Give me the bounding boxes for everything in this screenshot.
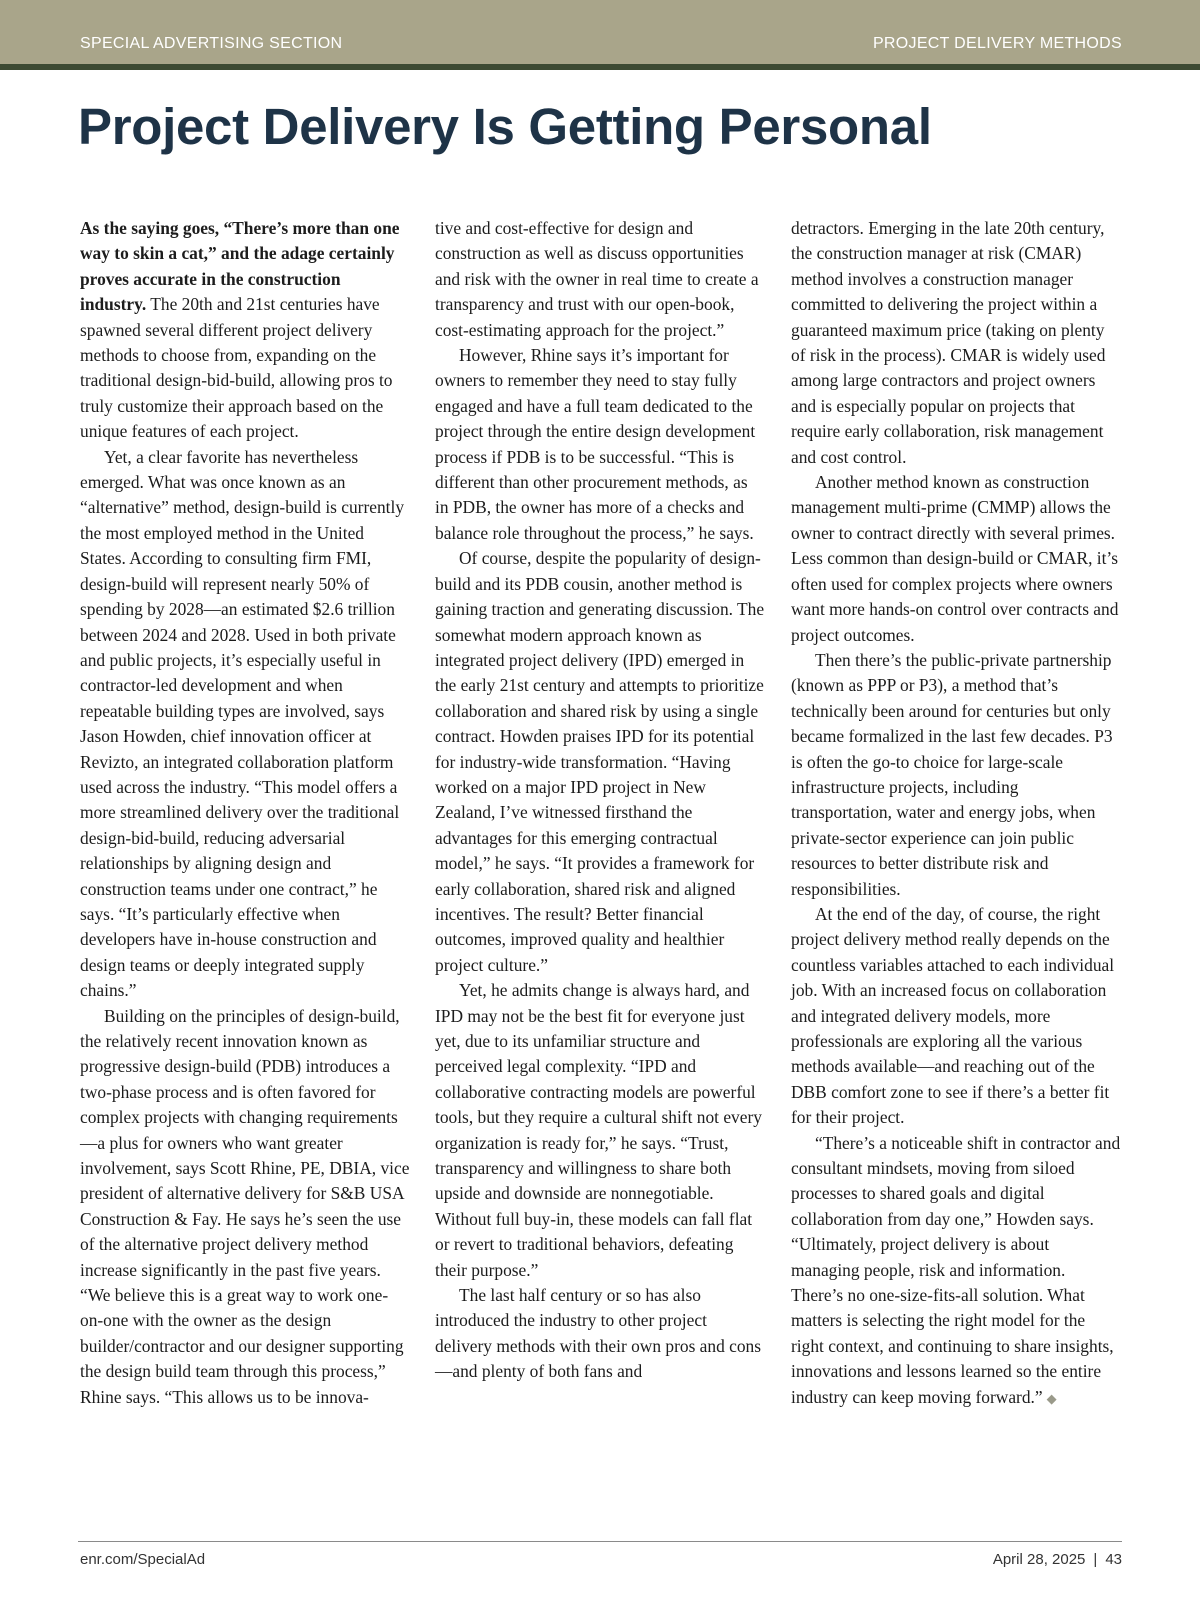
issue-date: April 28, 2025 (992, 1551, 1086, 1568)
section-label: SPECIAL ADVERTISING SECTION (80, 35, 343, 52)
footer-url: enr.com/SpecialAd (80, 1551, 206, 1568)
footer-separator: | (1093, 1551, 1098, 1568)
closing-text: “There’s a noticeable shift in contractor and consultant mindsets, moving from siloed processes to shared goals and digital collaboration from day one,” Howden says. “Ultimately, project delivery is about managing people, risk and information. There’s no one-size-fits-all solution. What matters is selecting the right model for the right context, and continuing to share insights, innovations and lessons learned so the entire industry can keep moving forward.” (791, 1132, 1121, 1407)
paragraph: Another method known as construction management multi-prime (CMMP) allows the owner to contract directly with several primes. Less common than design-build or CMAR, it’s often used for complex projects where owners want more hands-on control over contracts and project outcomes. (791, 472, 1119, 645)
article-title: Project Delivery Is Getting Personal (78, 98, 932, 155)
footer-rule (78, 1541, 1122, 1542)
paragraph: Yet, a clear favorite has nevertheless emerged. What was once known as an “alternative” method, design-build is currently the most employed method in the United States. According to consulting firm FMI, design-build will represent nearly 50% of spending by 2028—an estimated $2.6 trillion between 2024 and 2028. Used in both private and public projects, it’s especially useful in contractor-led development and when repeatable building types are involved, says Jason Howden, chief innovation officer at Revizto, an integrated collaboration platform used across the industry. “This model offers a more streamlined delivery over the traditional design-bid-build, reducing adversarial relationships by aligning design and construction teams under one contract,” he says. “It’s particularly effective when developers have in-house construction and design teams or deeply integrated supply chains.” (80, 446, 405, 1001)
paragraph: At the end of the day, of course, the right project delivery method really depends on the countless variables attached to each individual job. With an increased focus on collaboration and integrated delivery models, more professionals are exploring all the various methods available—and reaching out of the DBB comfort zone to see if there’s a better fit for their project. (791, 903, 1115, 1128)
article-column-3 (791, 216, 1121, 1411)
header-band (0, 0, 1200, 64)
paragraph: The last half century or so has also introduced the industry to other project delivery methods with their own pros and cons—and plenty of both fans and (435, 1285, 762, 1382)
paragraph: Yet, he admits change is always hard, and IPD may not be the best fit for everyone just yet, due to its unfamiliar structure and perceived legal complexity. “IPD and collaborative contracting models are powerful tools, but they require a cultural shift not every organization is ready for,” he says. “Trust, transparency and willingness to share both upside and downside are nonnegotiable. Without full buy-in, these models can fall flat or revert to traditional behaviors, defeating their purpose.” (435, 980, 762, 1280)
paragraph-continuation: tive and cost-effective for design and construction as well as discuss opportunities and risk with the owner in real time to create a transparency and trust with our open-book, cost-estimating approach for the project.” (435, 218, 759, 340)
lead-text: The 20th and 21st centuries have spawned several different project delivery methods to choose from, expanding on the traditional design-bid-build, allowing pros to truly customize their approach based on the unique features of each project. (80, 294, 393, 442)
closing-paragraph (791, 1131, 1121, 1411)
end-mark-icon: ◆ (1046, 1390, 1057, 1406)
lead-paragraph (80, 216, 410, 445)
footer-date-page (993, 1551, 1122, 1568)
topic-label: PROJECT DELIVERY METHODS (872, 35, 1122, 52)
paragraph: Then there’s the public-private partnership (known as PPP or P3), a method that’s technically been around for centuries but only became formalized in the last few decades. P3 is often the go-to choice for large-scale infrastructure projects, including transportation, water and energy jobs, when private-sector experience can join public resources to better distribute risk and responsibilities. (791, 649, 1113, 899)
page-number: 43 (1105, 1551, 1122, 1568)
article-column-1 (80, 216, 410, 1410)
lead-bold-text: As the saying goes, “There’s more than one way to skin a cat,” and the adage certainly proves accurate in the construction industry. (80, 218, 400, 315)
paragraph: However, Rhine says it’s important for owners to remember they need to stay fully engaged and have a full team dedicated to the project through the entire design development process if PDB is to be successful. “This is different than other procurement methods, as in PDB, the owner has more of a checks and balance role throughout the process,” he says. (435, 345, 756, 543)
article-column-2 (435, 216, 765, 1385)
paragraph: Building on the principles of design-build, the relatively recent innovation known as progressive design-build (PDB) introduces a two-phase process and is often favored for complex projects with changing requirements—a plus for owners who want greater involvement, says Scott Rhine, PE, DBIA, vice president of alternative delivery for S&B USA Construction & Fay. He says he’s seen the use of the alternative project delivery method increase significantly in the past five years. “We believe this is a great way to work one-on-one with the owner as the design builder/contractor and our designer supporting the design build team through this process,” Rhine says. “This allows us to be innova- (80, 1005, 410, 1407)
paragraph: Of course, despite the popularity of design-build and its PDB cousin, another method is gaining traction and generating discussion. The somewhat modern approach known as integrated project delivery (IPD) emerged in the early 21st century and attempts to prioritize collaboration and shared risk by using a single contract. Howden praises IPD for its potential for industry-wide transformation. “Having worked on a major IPD project in New Zealand, I’ve witnessed firsthand the advantages for this emerging contractual model,” he says. “It provides a framework for early collaboration, shared risk and aligned incentives. The result? Better financial outcomes, improved quality and healthier project culture.” (435, 548, 765, 975)
paragraph-continuation: detractors. Emerging in the late 20th century, the construction manager at risk (CMAR) method involves a construction manager committed to delivering the project within a guaranteed maximum price (taking on plenty of risk in the process). CMAR is widely used among large contractors and project owners and is especially popular on projects that require early collaboration, risk management and cost control. (791, 218, 1106, 467)
header-rule (0, 64, 1200, 70)
